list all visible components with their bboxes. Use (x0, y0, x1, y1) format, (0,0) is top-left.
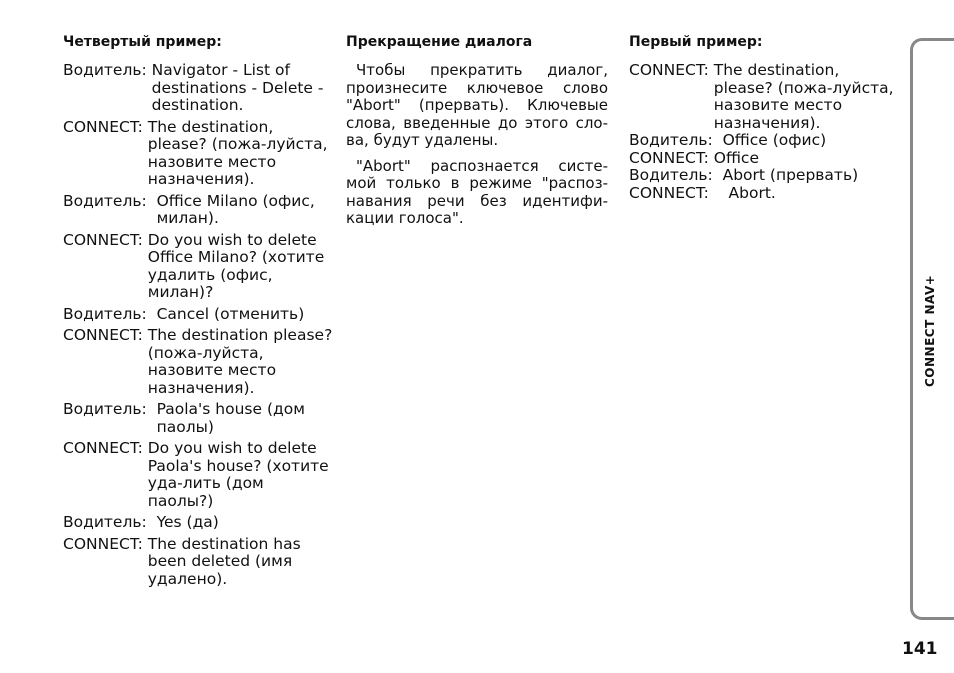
speech-text: Yes (да) (156, 513, 219, 531)
speaker-label: CONNECT: (629, 148, 714, 167)
dialog-line (63, 306, 333, 324)
column-abort-dialog (346, 34, 608, 236)
dialog-line (629, 150, 899, 168)
dialog-line (629, 185, 899, 203)
dialog-line (63, 327, 333, 397)
section-heading: Прекращение диалога (346, 34, 533, 50)
dialog-line (629, 62, 899, 132)
dialog-line (63, 119, 333, 189)
section-heading: Четвертый пример: (63, 34, 222, 50)
speech-text: Office (713, 148, 759, 167)
speech-text: The destination, please? (пожа-луйста, назовите место назначения). (147, 117, 328, 188)
column-first-example (629, 34, 899, 202)
speech-text: The destination please? (пожа-луйста, назовите место назначения). (147, 326, 333, 397)
speaker-label: CONNECT: (63, 439, 148, 457)
speech-text: Office Milano (офис, милан). (156, 191, 315, 227)
speaker-label: Водитель: (63, 400, 157, 418)
speech-text: Cancel (отменить) (156, 304, 305, 323)
speech-text: Navigator - List of destinations - Delete - destination. (151, 61, 324, 114)
body-paragraph: "Abort" распознается систе-мой только в режиме "распоз-навания речи без идентифи-кации голоса". (346, 156, 608, 227)
dialog-line (629, 167, 899, 185)
speaker-label: Водитель: (629, 131, 723, 149)
speech-text: The destination, please? (пожа-луйста, назовите место назначения). (713, 61, 894, 132)
dialog-line (63, 440, 333, 510)
speaker-label: Водитель: (63, 61, 152, 79)
speech-text: Paola's house (дом паолы) (156, 400, 305, 436)
dialog-line (63, 193, 333, 228)
section-heading: Первый пример: (629, 34, 763, 50)
speaker-label: CONNECT: (63, 117, 148, 136)
speaker-label: CONNECT: (63, 326, 148, 344)
speech-text: Abort (прервать) (722, 166, 859, 184)
speaker-label: Водитель: (63, 191, 157, 210)
speaker-label: CONNECT: (629, 61, 714, 79)
speech-text: Office (офис) (722, 131, 827, 149)
dialog-line (63, 514, 333, 532)
speaker-label: Водитель: (63, 304, 157, 323)
body-paragraph: Чтобы прекратить диалог, произнесите ключевое слово "Abort" (прервать). Ключевые слова, введенные до этого сло-ва, будут удалены. (346, 61, 608, 149)
dialog-line (629, 132, 899, 150)
dialog-line (63, 62, 333, 115)
speech-text: Do you wish to delete Office Milano? (хотите удалить (офис, милан)? (147, 230, 325, 301)
speaker-label: CONNECT: (629, 183, 729, 202)
speaker-label: Водитель: (629, 166, 723, 184)
speech-text: Abort. (728, 183, 776, 202)
speech-text: The destination has been deleted (имя удалено). (147, 534, 301, 588)
speaker-label: CONNECT: (63, 534, 148, 553)
speaker-label: Водитель: (63, 513, 157, 531)
dialog-line (63, 536, 333, 589)
speaker-label: CONNECT: (63, 230, 148, 249)
column-fourth-example (63, 34, 333, 592)
dialog-line (63, 232, 333, 302)
chapter-tab-label: CONNECT NAV+ (923, 274, 937, 388)
speech-text: Do you wish to delete Paola's house? (хотите уда-лить (дом паолы?) (147, 439, 329, 510)
page-number: 141 (902, 639, 938, 659)
dialog-line (63, 401, 333, 436)
